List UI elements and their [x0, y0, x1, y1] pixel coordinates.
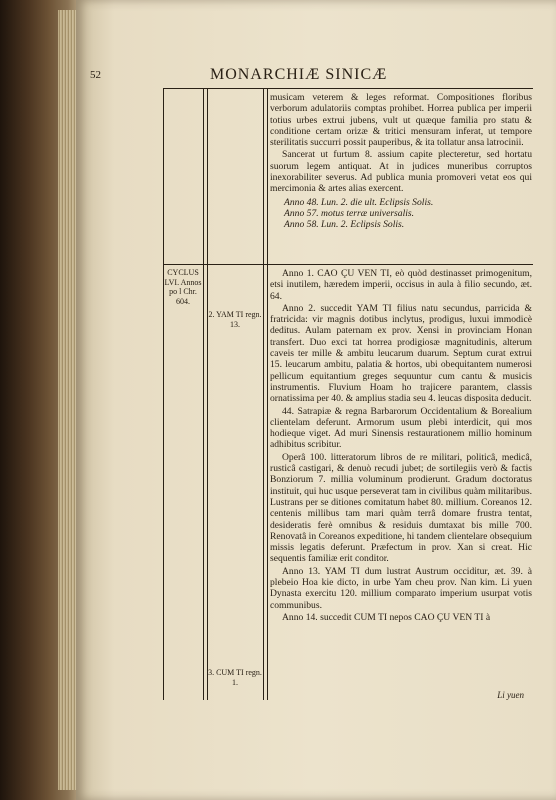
section-divider-rule — [163, 264, 533, 265]
page-number: 52 — [90, 69, 101, 81]
header-rule — [163, 88, 533, 89]
reign-vertical-rule-2 — [267, 88, 268, 700]
eclipse-notes — [284, 197, 532, 230]
reign-vertical-rule — [263, 88, 264, 700]
paragraph: Anno 13. YAM TI dum lustrat Austrum occiditur, æt. 39. à plebeio Hoa kie dicto, in urbe Yam cheu prov. Nan kim. Li yuen Dynasta exercitu 120. millium comparato imperium usurpat votis communibus. — [270, 565, 532, 611]
paragraph: 44. Satrapiæ & regna Barbarorum Occidentalium & Borealium clientelam deferunt. Armorum usum plebi interdicit, qui mos hodieque viget. Ad muri Sinensis restaurationem millio hominum adhibitus scribitur. — [270, 405, 532, 451]
paragraph: musicam veterem & leges reformat. Compositiones floribus verborum adulatoriis comptas prohibet. Horrea publica per imperii totius urbes extrui jubens, vult ut quæque familia pro statu & conditione certam orizæ & tritici mensuram inferat, ut tempore sterilitatis succurri possit pauperibus, & ita tollatur ansa latrocinii. — [270, 92, 532, 149]
margin-vertical-rule — [203, 88, 204, 700]
catchword: Li yuen — [497, 690, 524, 700]
left-vertical-rule — [163, 88, 164, 700]
main-text-block — [270, 268, 532, 624]
running-title: MONARCHIÆ SINICÆ — [210, 66, 388, 83]
margin-reign-note: 3. CUM TI regn. 1. — [208, 668, 262, 687]
margin-vertical-rule-2 — [207, 88, 208, 700]
paragraph: Anno 14. succedit CUM TI nepos CAO ÇU VEN TI à — [282, 611, 491, 623]
paragraph: Sancerat ut furtum 8. assium capite plecteretur, sed hortatu suorum legem antiquat. At in judices muneribus corruptos inexorabiliter severus. Ad publica munia promoveri vetat eos qui mercimonia & artes alias exercent. — [270, 149, 532, 195]
page-header — [90, 66, 522, 88]
note-line: Anno 48. Lun. 2. die ult. Eclipsis Solis. — [284, 196, 434, 208]
paragraph: Anno 2. succedit YAM TI filius natu secundus, parricida & fratricida: vir magnis dotibus inclytus, prodigus, luxui immodicè deditus. Aulam paternam ex prov. Xensi in provinciam Honan transfert. Duo exci tat horrea prodigiosæ magnitudinis, alterum caveis ter mille & ambitu leucarum duarum. Septum curat extrui 15. leucarum ambitu, palatia & hortos, ubi obequitantem numerosi pellicum equitantium greges sequuntur cum cantu & musicis instrumentis. Fluvium Hoam ho trajicere parantem, classis ornatissima per 40. & amplius stadia seu 4. leucas disposita deducit. — [270, 302, 532, 405]
note-line: Anno 58. Lun. 2. Eclipsis Solis. — [284, 218, 405, 230]
margin-cycle-note: CYCLUS LVI. Annos po l Chr. 604. — [164, 268, 202, 306]
note-line: Anno 57. motus terræ universalis. — [284, 207, 415, 219]
paragraph: Anno 1. CAO ÇU VEN TI, eò quòd destinasset primogenitum, etsi inutilem, hæredem imperii, occisus in aula à filio secundo, æt. 64. — [270, 268, 532, 302]
paragraph: Operâ 100. litteratorum libros de re militari, politicâ, medicâ, rusticâ castigari, & denuò recudi jubet; de sortilegiis verò & factis Bonziorum 7. millia voluminum prodierunt. Gradum doctoratus instituit, qui huc usque perseverat tam in civilibus quàm militaribus. Lustrans per se ditiones comitatum habet 80. millium. Coreanos 12. centenis millibus tam mari quàm terrâ domare frustra tentat, desideratis ferè omnibus & residuis dumtaxat bis mille 700. Renovatâ in Coreanos expeditione, hi tandem clientelare obsequium missis legatis deferunt. Præfectum in prov. Xan si creat. Hic sequentis familiæ erit conditor. — [270, 451, 532, 565]
margin-reign-note: 2. YAM TI regn. 13. — [208, 310, 262, 329]
top-text-block — [270, 92, 532, 233]
